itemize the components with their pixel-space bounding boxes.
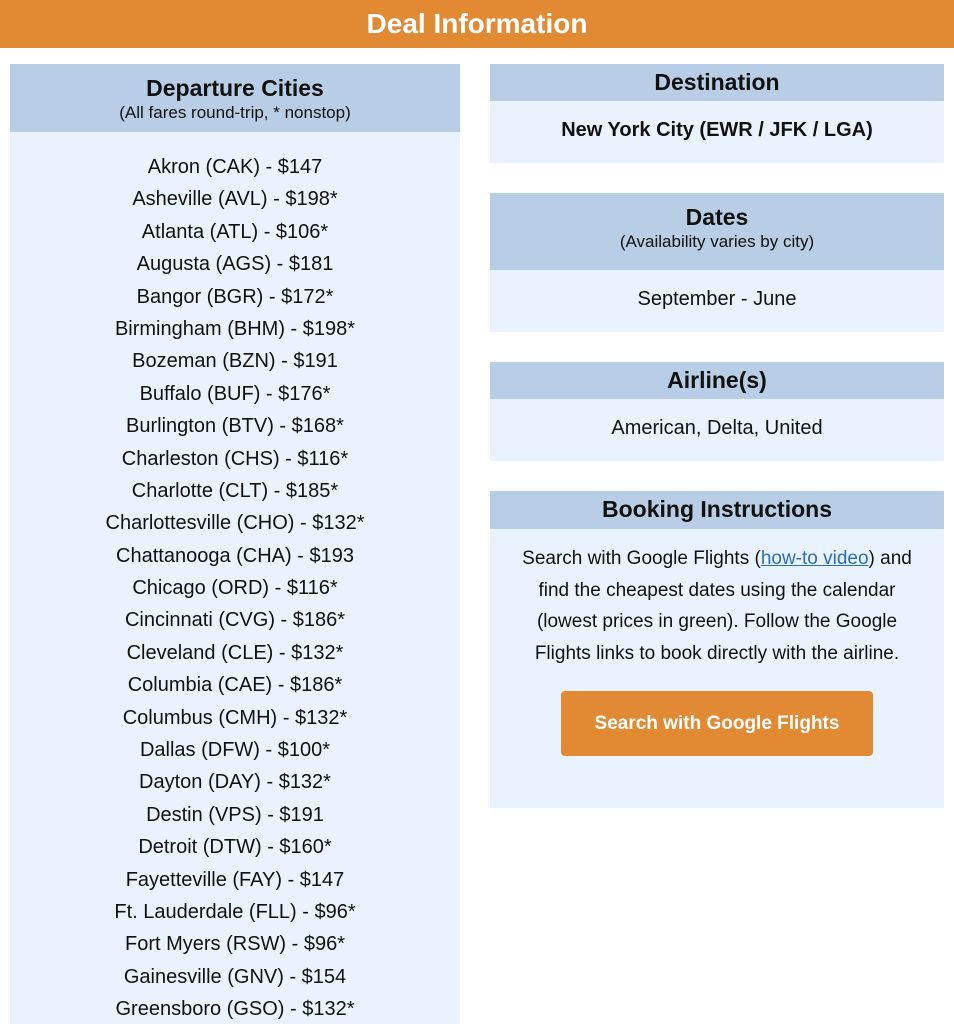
airlines-header: [490, 362, 944, 399]
banner-title: Deal Information: [366, 8, 588, 39]
city-item: Dayton (DAY) - $132*: [139, 771, 331, 794]
departure-cities-subtitle: (All fares round-trip, * nonstop): [119, 103, 351, 122]
deal-information-banner: [0, 0, 954, 48]
city-item: Cleveland (CLE) - $132*: [126, 641, 344, 664]
city-item: Gainesville (GNV) - $154: [123, 965, 347, 988]
how-to-video-link[interactable]: how-to video: [760, 548, 869, 569]
departure-cities-title: Departure Cities: [146, 75, 324, 101]
airlines-value: American, Delta, United: [490, 399, 944, 461]
city-item: Fort Myers (RSW) - $96*: [124, 933, 346, 956]
city-item: Birmingham (BHM) - $198*: [114, 317, 356, 340]
city-list: [10, 151, 460, 1026]
dates-title: Dates: [685, 204, 749, 230]
city-item: Buffalo (BUF) - $176*: [139, 382, 331, 405]
city-item: Burlington (BTV) - $168*: [126, 415, 344, 438]
city-item: Augusta (AGS) - $181: [136, 253, 334, 276]
city-item: Destin (VPS) - $191: [146, 803, 324, 826]
booking-instructions-text: [517, 543, 917, 669]
airlines-title: Airline(s): [667, 367, 767, 393]
dates-value: September - June: [490, 270, 944, 332]
city-item: Greensboro (GSO) - $132*: [115, 998, 355, 1021]
city-item: Dallas (DFW) - $100*: [139, 739, 331, 762]
city-item: Atlanta (ATL) - $106*: [141, 220, 329, 243]
dates-panel: [490, 193, 944, 332]
departure-cities-body: [10, 132, 460, 1024]
city-item: Columbus (CMH) - $132*: [122, 706, 348, 729]
city-item: Fayetteville (FAY) - $147: [125, 868, 345, 891]
booking-instructions-panel: [490, 491, 944, 808]
city-item: Akron (CAK) - $147: [147, 156, 323, 178]
destination-value: New York City (EWR / JFK / LGA): [490, 101, 944, 163]
city-item: Charlottesville (CHO) - $132*: [105, 512, 365, 535]
city-item: Asheville (AVL) - $198*: [132, 188, 338, 211]
city-item: Bozeman (BZN) - $191: [132, 350, 338, 373]
city-item: Charleston (CHS) - $116*: [121, 447, 349, 470]
destination-panel: [490, 64, 944, 163]
departure-cities-header: [10, 64, 460, 132]
airlines-panel: [490, 362, 944, 461]
booking-body: [490, 529, 944, 808]
booking-header: [490, 491, 944, 529]
instructions-text-start: Search with Google Flights (: [522, 548, 761, 569]
city-item: Chattanooga (CHA) - $193: [116, 544, 354, 567]
city-item: Cincinnati (CVG) - $186*: [124, 609, 346, 632]
destination-header: [490, 64, 944, 101]
destination-title: Destination: [654, 69, 780, 95]
departure-cities-panel: [10, 64, 460, 1024]
city-item: Detroit (DTW) - $160*: [138, 836, 332, 859]
city-item: Charlotte (CLT) - $185*: [131, 479, 339, 502]
city-item: Columbia (CAE) - $186*: [127, 674, 343, 697]
search-google-flights-button[interactable]: [561, 691, 873, 756]
instructions-text-end: ) and find the cheapest dates using the calendar (lowest prices in green). Follow the Google Flights links to book directly with the airline.: [534, 548, 912, 664]
city-item: Ft. Lauderdale (FLL) - $96*: [114, 900, 356, 923]
dates-header: [490, 193, 944, 270]
dates-subtitle: (Availability varies by city): [619, 232, 815, 251]
city-item: Chicago (ORD) - $116*: [132, 577, 338, 600]
booking-title: Booking Instructions: [602, 496, 832, 522]
search-button-label: Search with Google Flights: [594, 712, 840, 734]
city-item: Bangor (BGR) - $172*: [136, 285, 334, 308]
